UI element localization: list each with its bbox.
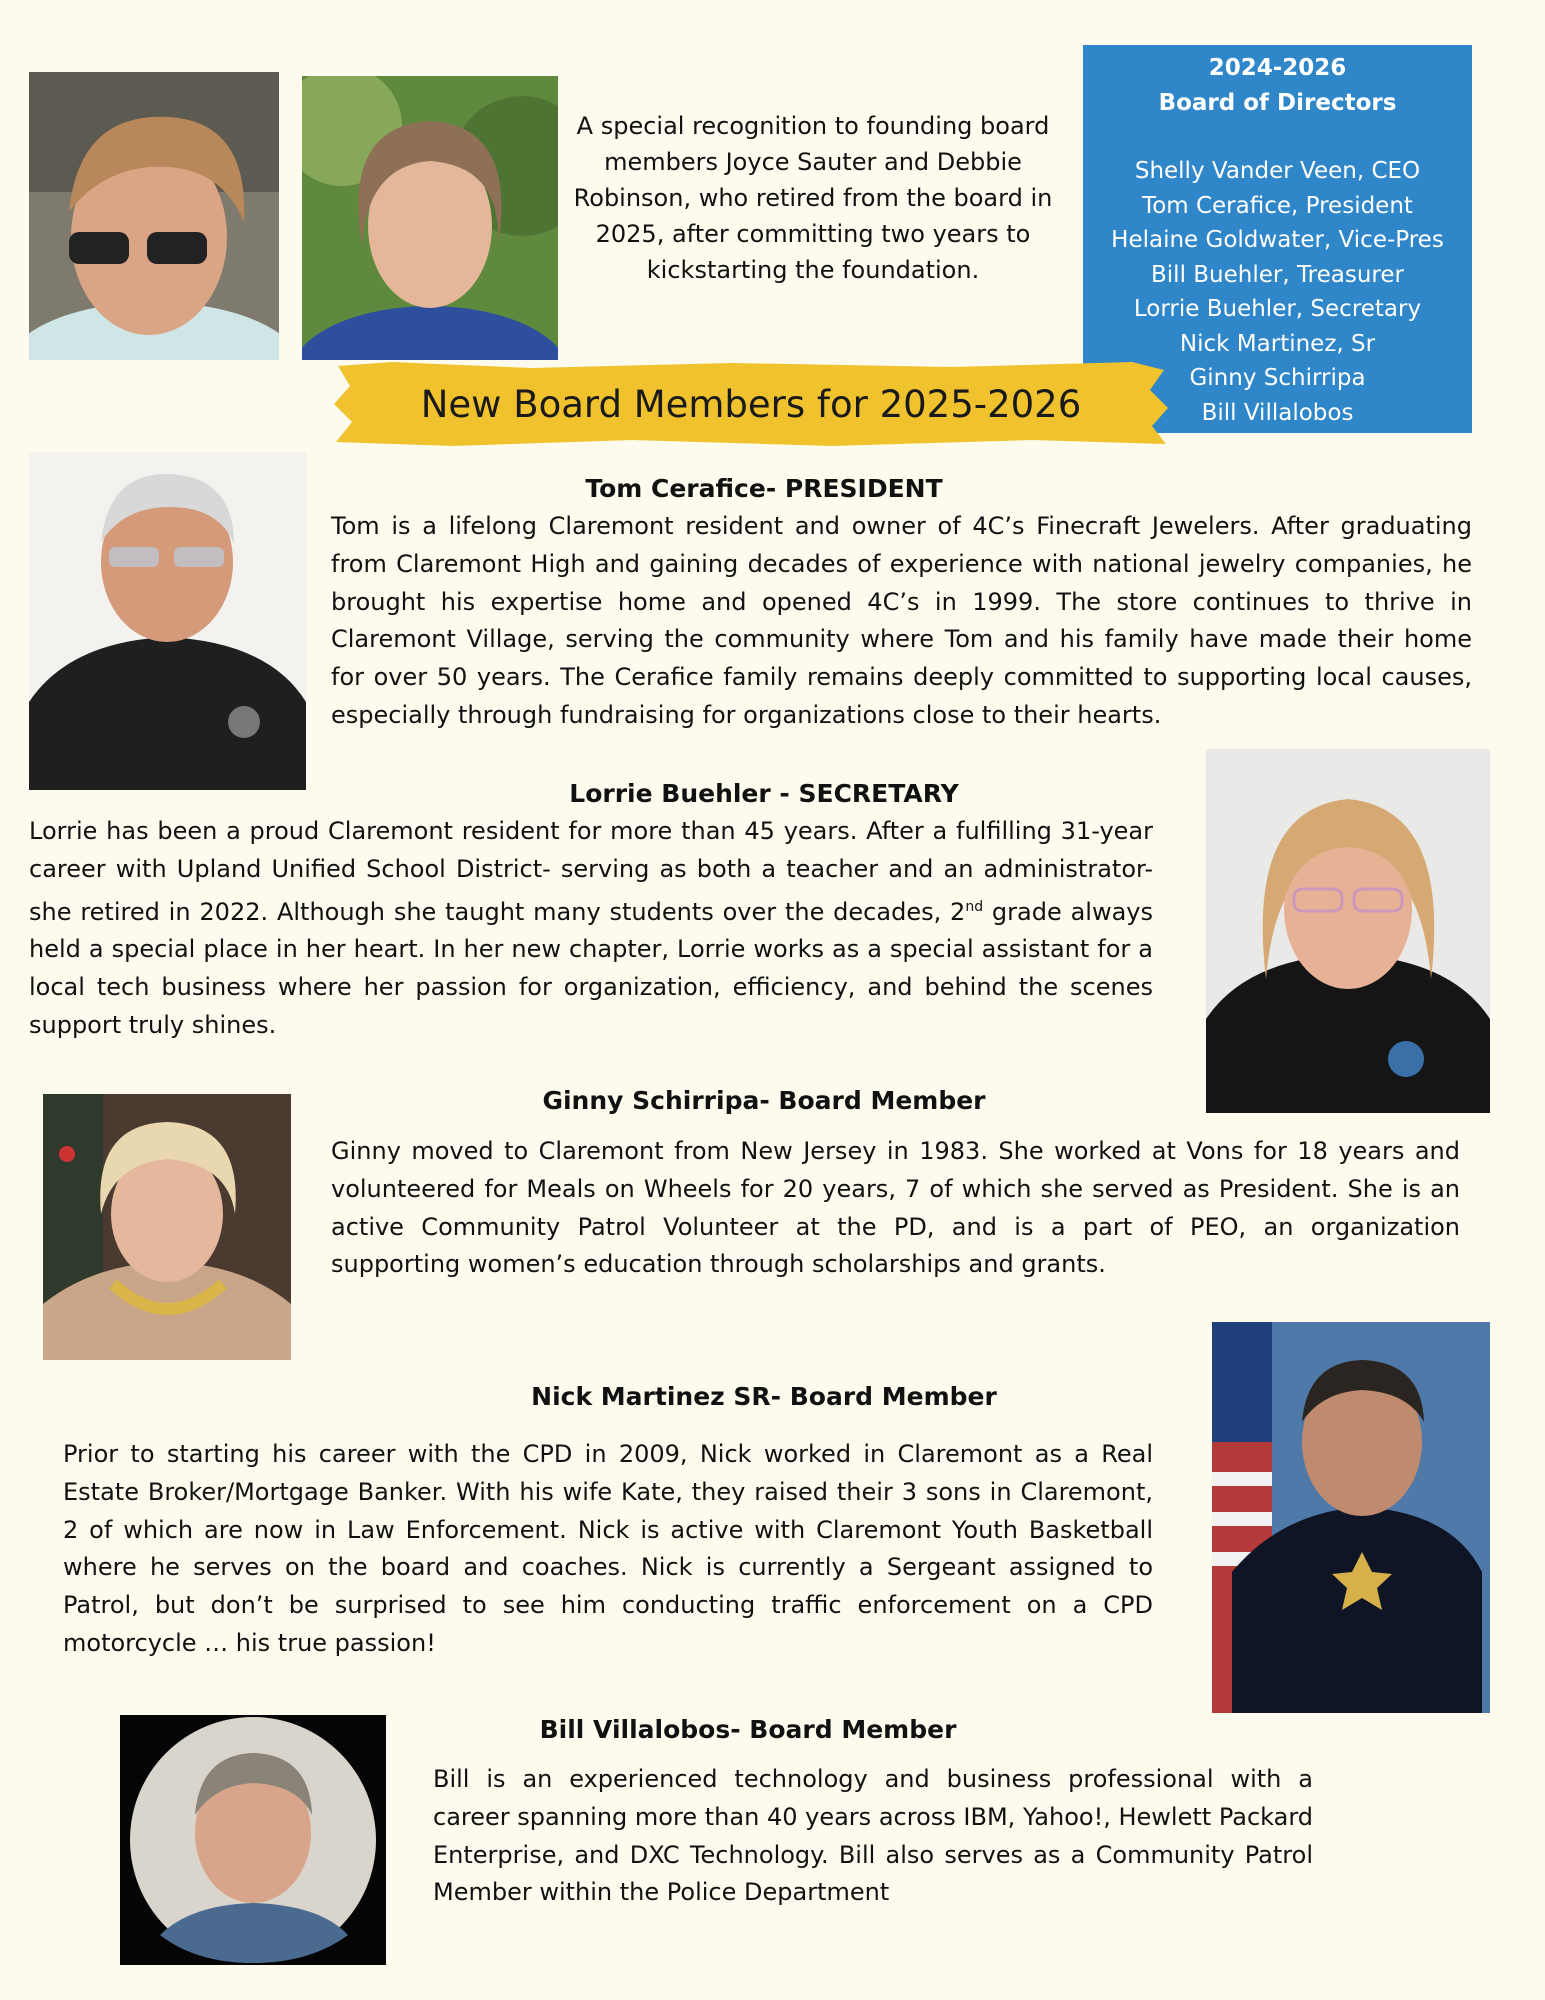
board-member: Lorrie Buehler, Secretary (1133, 296, 1422, 322)
profile-name-tom: Tom Cerafice- PRESIDENT (585, 474, 943, 503)
founders-recognition-text: A special recognition to founding board members Joyce Sauter and Debbie Robinson, who retired from the board in 2025, after committing two years to kickstarting the foundation. (573, 112, 1053, 284)
board-member: Ginny Schirripa (1189, 365, 1366, 391)
profile-bio-tom: Tom is a lifelong Claremont resident and owner of 4C’s Finecraft Jewelers. After graduating from Claremont High and gaining decades of experience with national jewelry companies, he brought his expertise home and opened 4C’s in 1999. The store continues to thrive in Claremont Village, serving the community where Tom and his family have made their home for over 50 years. The Cerafice family remains deeply committed to supporting local causes, especially through fundraising for organizations close to their hearts. (331, 512, 1472, 729)
profile-bio-lorrie-part2: grade always held a special place in her heart. In her new chapter, Lorrie works as a special assistant for a local tech business where her passion for organization, efficiency, and behind the scenes support truly shines. (29, 897, 1153, 1039)
photo-debbie-robinson (302, 76, 558, 360)
photo-nick-martinez (1212, 1322, 1490, 1713)
board-member: Nick Martinez, Sr (1179, 330, 1376, 357)
profile-bio-ginny: Ginny moved to Claremont from New Jersey in 1983. She worked at Vons for 18 years and volunteered for Meals on Wheels for 20 years, 7 of which she served as President. She is an active Community Patrol Volunteer at the PD, and is a part of PEO, an organization supporting women’s education through scholarships and grants. (331, 1137, 1460, 1279)
board-member: Bill Buehler, Treasurer (1151, 261, 1404, 288)
profile-bio-lorrie (29, 813, 1153, 1045)
profile-bio-bill: Bill is an experienced technology and business professional with a career spanning more than 40 years across IBM, Yahoo!, Hewlett Packard Enterprise, and DXC Technology. Bill also serves as a Community Patrol Member within the Police Department (433, 1765, 1313, 1907)
profile-name-nick: Nick Martinez SR- Board Member (531, 1382, 997, 1411)
new-members-banner (332, 360, 1170, 448)
profile-name-ginny: Ginny Schirripa- Board Member (542, 1086, 986, 1115)
profile-name-bill: Bill Villalobos- Board Member (539, 1715, 957, 1744)
profile-bio-nick: Prior to starting his career with the CPD in 2009, Nick worked in Claremont as a Real Estate Broker/Mortgage Banker. With his wife Kate, they raised their 3 sons in Claremont, 2 of which are now in Law Enforcement. Nick is active with Claremont Youth Basketball where he serves on the board and coaches. Nick is currently a Sergeant assigned to Patrol, but don’t be surprised to see him conducting traffic enforcement on a CPD motorcycle … his true passion! (63, 1440, 1153, 1657)
photo-lorrie-buehler (1206, 749, 1490, 1113)
profile-bio-lorrie-part1: Lorrie has been a proud Claremont resident for more than 45 years. After a fulfilling 31-year career with Upland Unified School District- serving as both a teacher and an administrator- she retired in 2022. Although she taught many students over the decades, 2 (29, 817, 1153, 926)
photo-joyce-sauter (29, 72, 279, 360)
photo-bill-villalobos (120, 1715, 386, 1965)
board-member: Tom Cerafice, President (1142, 192, 1413, 219)
profile-bio-lorrie-sup: nd (965, 898, 984, 915)
board-member: Bill Villalobos (1201, 399, 1354, 426)
photo-ginny-schirripa (43, 1094, 291, 1360)
photo-tom-cerafice (29, 452, 306, 790)
board-member: Helaine Goldwater, Vice-Pres (1111, 227, 1444, 253)
banner-title: New Board Members for 2025-2026 (420, 382, 1082, 426)
profile-name-lorrie: Lorrie Buehler - SECRETARY (569, 779, 959, 808)
board-term: 2024-2026 (1208, 55, 1347, 81)
board-title: Board of Directors (1158, 89, 1397, 116)
board-member: Shelly Vander Veen, CEO (1134, 158, 1421, 184)
